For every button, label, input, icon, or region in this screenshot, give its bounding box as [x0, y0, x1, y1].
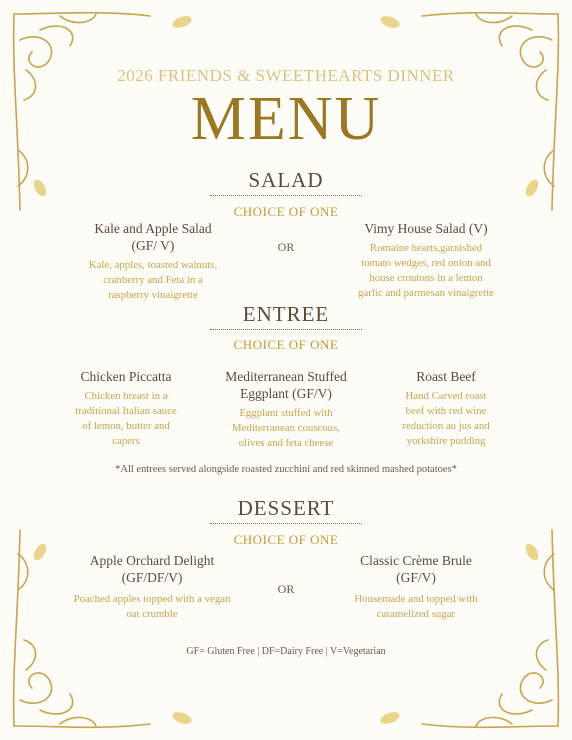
- dish-name: Classic Crème Brule: [360, 553, 472, 568]
- dish-description: Chicken breast in a traditional Italian sauce of lemon, butter and capers: [75, 390, 177, 447]
- dessert-item-creme-brule: [316, 552, 516, 622]
- dessert-section-title: DESSERT: [237, 496, 335, 520]
- dessert-divider: [210, 523, 362, 524]
- dish-name: Vimy House Salad (V): [364, 221, 488, 236]
- entree-section-title: ENTREE: [242, 302, 330, 326]
- dietary-legend: GF= Gluten Free | DF=Dairy Free | V=Vegetarian: [186, 646, 386, 657]
- dish-description: Poached apples topped with a vegan oat crumble: [73, 593, 231, 620]
- event-title: 2026 FRIENDS & SWEETHEARTS DINNER: [117, 66, 455, 85]
- dish-dietary: (GF/ V): [131, 238, 175, 253]
- dessert-item-apple-orchard: [52, 552, 252, 622]
- salad-choice-label: CHOICE OF ONE: [233, 204, 339, 219]
- dish-dietary: (GF/DF/V): [121, 570, 183, 585]
- entree-item-roast-beef: [372, 368, 520, 449]
- dish-description: Hand Carved roast beef with red wine reduction au jus and yorkshire pudding: [402, 390, 490, 447]
- dish-name: Apple Orchard Delight: [89, 553, 215, 568]
- dish-dietary: Eggplant (GF/V): [240, 386, 332, 401]
- dessert-or-label: OR: [277, 582, 295, 596]
- dish-dietary: (GF/V): [396, 570, 436, 585]
- dish-description: Eggplant stuffed with Mediterranean couscous, olives and feta cheese: [232, 407, 340, 449]
- salad-divider: [210, 195, 362, 196]
- entree-item-stuffed-eggplant: [206, 368, 366, 451]
- menu-title: MENU: [190, 85, 382, 153]
- entree-choice-label: CHOICE OF ONE: [233, 337, 339, 352]
- dish-name: Kale and Apple Salad: [94, 221, 212, 236]
- salad-item-kale-apple: [62, 220, 244, 303]
- entree-divider: [210, 329, 362, 330]
- salad-item-vimy-house: [326, 220, 526, 301]
- dessert-choice-label: CHOICE OF ONE: [233, 532, 339, 547]
- dish-description: Housemade and topped with caramelized sugar: [354, 593, 478, 620]
- dish-name: Roast Beef: [416, 369, 476, 384]
- dish-name: Mediterranean Stuffed: [225, 369, 347, 384]
- dish-description: Kale, apples, toasted walnuts, cranberry and Feta in a raspberry vinaigrette: [88, 259, 218, 301]
- entree-item-chicken-piccatta: [52, 368, 200, 449]
- dish-description: Romaine hearts,garnished tomato wedges, red onion and house croutons in a lemon garlic and parmesan vinaigrette: [358, 242, 494, 299]
- entree-sides-note: *All entrees served alongside roasted zucchini and red skinned mashed potatoes*: [115, 464, 457, 475]
- salad-or-label: OR: [277, 240, 295, 254]
- dish-name: Chicken Piccatta: [80, 369, 172, 384]
- salad-section-title: SALAD: [248, 168, 324, 192]
